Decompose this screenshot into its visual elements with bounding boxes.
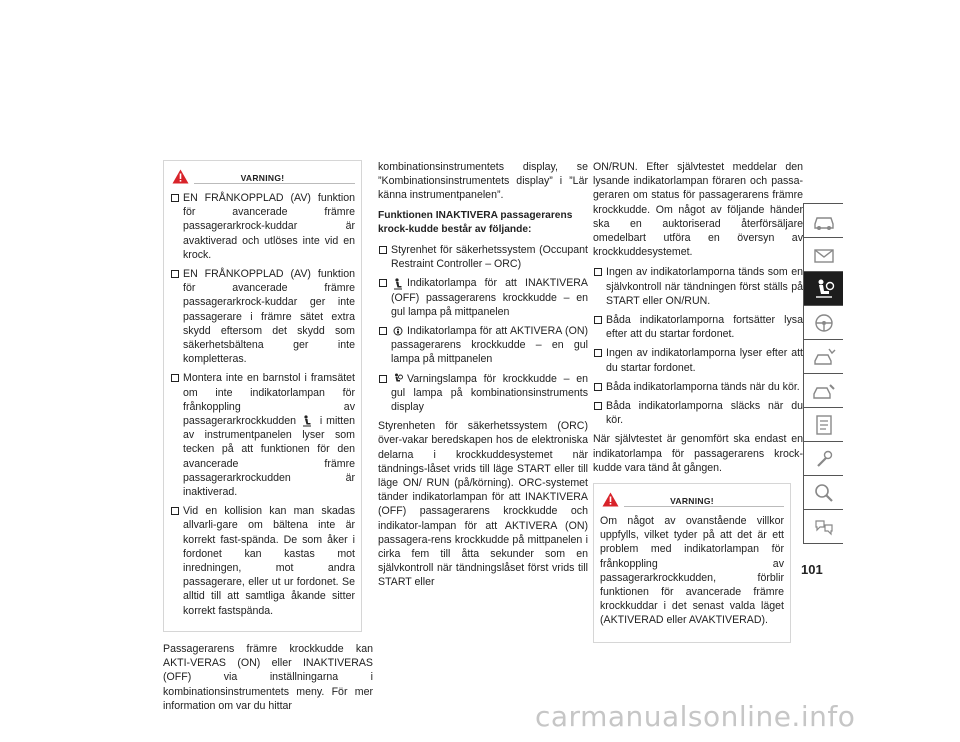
- warning-title: VARNING!: [670, 496, 714, 507]
- list-item: [378, 324, 588, 367]
- body-paragraph: Styrenheten för säkerhetssystem (ORC) över-vakar beredskapen hos de elektroniska delarna i krockkuddesystemet när tändnings-låset vrids till läge START eller till läge ON/ RUN (på/körning). ORC-systemet tänder indikatorlampan för att INAKTIVERA (OFF) passagerarens krockkudde och indikator-lampan för att AKTIVERA (ON) passagera-rens krockkudde på mittpanelen i cirka fem till åtta sekunder som en självkontroll när tändningslåset först vrids till START eller: [378, 420, 588, 589]
- wrench-icon: [811, 447, 837, 471]
- list-item-text: i mitten av instrumentpanelen lyser som tecken på att funktionen för den avancerade främre passagerarkrockudden är inaktiverad.: [183, 415, 355, 499]
- list-item: [170, 371, 355, 499]
- magnifier-icon: [811, 481, 837, 505]
- list-item: Styrenhet för säkerhetssystem (Occupant Restraint Controller – ORC): [378, 243, 588, 271]
- warning-title: VARNING!: [240, 173, 285, 183]
- list-item: Båda indikatorlamporna tänds när du kör.: [593, 380, 803, 394]
- warning-header: [170, 169, 355, 187]
- tab-mail[interactable]: [803, 237, 843, 271]
- tab-specs[interactable]: [803, 407, 843, 441]
- list-item-text: Montera inte en barnstol i framsätet om inte indikatorlampan för frånkoppling av passagerarkrockkudden: [183, 372, 355, 428]
- tab-multimedia[interactable]: [803, 441, 843, 475]
- car-service-icon: [811, 379, 837, 403]
- body-paragraph: När självtestet är genomfört ska endast en indikatorlampa för passagerarens krock-kudde vara tänd åt gången.: [593, 433, 803, 474]
- car-crash-icon: [811, 345, 837, 369]
- languages-icon: [811, 515, 837, 539]
- tab-service[interactable]: [803, 373, 843, 407]
- list-item: [378, 276, 588, 319]
- body-paragraph: Passagerarens främre krockkudde kan AKTI-VERAS (ON) eller INAKTIVERAS (OFF) via inställningarna i kombinationsinstrumentets meny. För mer information om var du hittar: [163, 642, 373, 712]
- subheading: Funktionen INAKTIVERA passagerarens krock-kudde består av följande:: [378, 209, 573, 235]
- passenger-airbag-on-icon: [393, 325, 403, 337]
- column-3: [593, 160, 803, 643]
- page-number: 101: [801, 562, 823, 577]
- bullet-list: [378, 243, 588, 414]
- list-item: Båda indikatorlamporna släcks när du kör.: [593, 399, 803, 427]
- list-item: Ingen av indikatorlamporna lyser efter att du startar fordonet.: [593, 346, 803, 374]
- airbag-warning-icon: [393, 373, 403, 385]
- column-1: [163, 160, 373, 719]
- tab-steering[interactable]: [803, 305, 843, 339]
- passenger-airbag-off-icon: [393, 278, 403, 290]
- body-paragraph: ON/RUN. Efter självtestet meddelar den lysande indikatorlampan föraren och passa-geraren om status för passagerarens främre krockkudde. Om något av följande händer ska en auktoriserad återförsäljare omedelbart utföra en översyn av krockkuddesystemet.: [593, 161, 803, 259]
- car-icon: [811, 209, 837, 233]
- list-item: Vid en kollision kan man skadas allvarli-gare om bältena inte är korrekt fast-spända. De som åker i fordonet kan kastas mot inredningen, mot andra passagerare, eller ut ur fordonet. Se alltid till att samtliga åkande sitter korrekt fastspända.: [170, 504, 355, 618]
- list-item: EN FRÅNKOPPLAD (AV) funktion för avancerade främre passagerarkrock-kuddar ger inte passagerare i främre sätet extra skydd eftersom det skydd som säkerhetsbältena ger inte kompletteras.: [170, 267, 355, 366]
- warning-header: [600, 492, 784, 510]
- list-item-text: Indikatorlampa för att AKTIVERA (ON) passagerarens krockkudde – en gul lampa på mittpanelen: [391, 325, 588, 366]
- list-item: Båda indikatorlamporna fortsätter lysa efter att du startar fordonet.: [593, 313, 803, 341]
- body-paragraph: kombinationsinstrumentets display, se ”Kombinationsinstrumentets display” i ”Lär känna instrumentpanelen”.: [378, 161, 588, 202]
- list-item-text: Varningslampa för krockkudde – en gul lampa på kombinationsinstruments display: [391, 372, 588, 414]
- warning-box-2: [593, 483, 791, 643]
- list-item: EN FRÅNKOPPLAD (AV) funktion för avancerade främre passagerarkrock-kuddar är avaktiverad och utlöses inte vid en krock.: [170, 191, 355, 262]
- list-item: [378, 372, 588, 415]
- tab-index[interactable]: [803, 475, 843, 509]
- warning-rule: [194, 183, 355, 184]
- list-item: Ingen av indikatorlamporna tänds som en självkontroll när tändningen först ställs på START eller ON/RUN.: [593, 265, 803, 308]
- warning-list: [170, 191, 355, 618]
- warning-box-1: [163, 160, 362, 632]
- watermark: carmanualsonline.info: [535, 700, 856, 733]
- column-2: [378, 160, 588, 596]
- warning-rule: [624, 506, 784, 507]
- passenger-airbag-off-icon: [302, 415, 312, 427]
- tab-emergency[interactable]: [803, 339, 843, 373]
- checklist-icon: [811, 413, 837, 437]
- warning-text: Om något av ovanstående villkor uppfylls, vilket tyder på att det är ett problem med indikatorlampan för frånkoppling av passagerarkrockkudden, förblir funktionen för avancerade främre krockkuddar i det senast valda läget (AKTIVERAD eller AVAKTIVERAD).: [600, 515, 784, 627]
- tab-languages[interactable]: [803, 509, 843, 544]
- chapter-tabs: [803, 203, 843, 544]
- tab-safety[interactable]: [803, 271, 843, 305]
- mail-icon: [811, 243, 837, 267]
- steering-wheel-icon: [811, 311, 837, 335]
- bullet-list: [593, 265, 803, 427]
- airbag-person-icon: [811, 277, 837, 301]
- list-item-text: Indikatorlampa för att INAKTIVERA (OFF) passagerarens krockkudde – en gul lampa på mittpanelen: [391, 277, 588, 318]
- tab-car[interactable]: [803, 203, 843, 237]
